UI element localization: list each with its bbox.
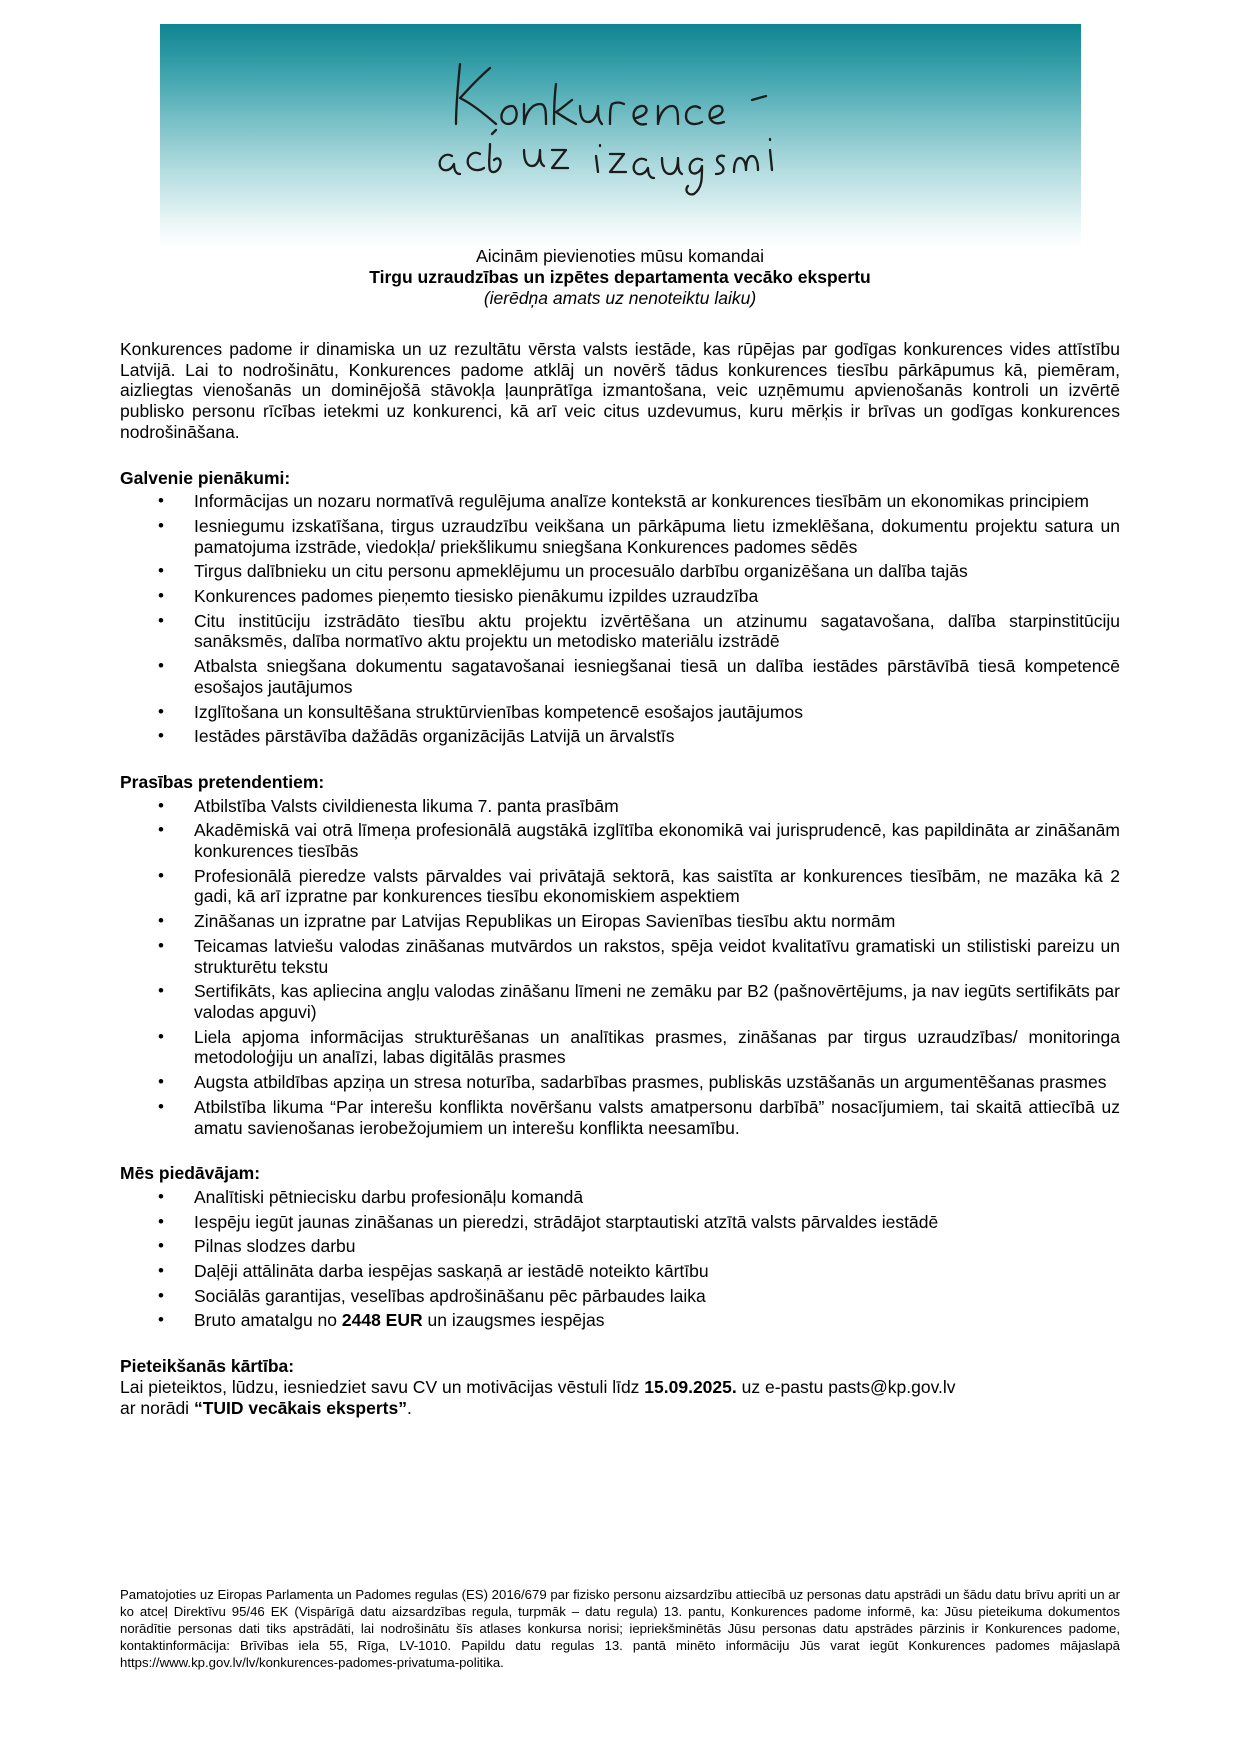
intro-paragraph: Konkurences padome ir dinamiska un uz rezultātu vērsta valsts iestāde, kas rūpējas par godīgas konkurences vides attīstību Latvijā. Lai to nodrošinātu, Konkurences padome atklāj un novērš tādus konkurences tiesību pārkāpumus kā, piemēram, aizliegtas vienošanās un dominējošā stāvokļa ļaunprātīga izmantošana, veic uzņēmumu apvienošanās kontroli un izvērtē publisko personu rīcības ietekmi uz konkurenci, kā arī veic citus uzdevumus, kuru mērķis ir brīvas un godīgas konkurences nodrošināšana.: [120, 339, 1120, 442]
list-item: • Liela apjoma informācijas strukturēšanas un analītikas prasmes, zināšanas par tirgus uzraudzības/ monitoringa metodoloģiju un analīzi, labas digitālās prasmes: [194, 1027, 1120, 1068]
list-item: • Zināšanas un izpratne par Latvijas Republikas un Eiropas Savienības tiesību aktu normām: [194, 911, 1120, 932]
salary-suffix: un izaugsmes iespējas: [422, 1310, 605, 1331]
duties-list: [120, 491, 1120, 747]
invitation-line: Aicinām pievienoties mūsu komandai: [476, 246, 764, 266]
apply-text: uz e-pastu: [736, 1376, 829, 1397]
list-item: • Citu institūciju izstrādāto tiesību aktu projektu izvērtēšana un atzinumu sagatavošana, dalība starpinstitūciju sanāksmēs, dalība normatīvo aktu projektu un metodisko materiālu izstrādē: [194, 611, 1120, 652]
position-note: (ierēdņa amats uz nenoteiktu laiku): [483, 288, 757, 308]
requirements-title: Prasības pretendentiem:: [120, 771, 325, 792]
list-item: • Analītiski pētniecisku darbu profesionāļu komandā: [194, 1187, 1120, 1208]
list-item: • Sociālās garantijas, veselības apdrošināšanu pēc pārbaudes laika: [194, 1286, 1120, 1307]
list-item: • Atbilstība Valsts civildienesta likuma 7. panta prasībām: [194, 796, 1120, 817]
list-item: • Iestādes pārstāvība dažādās organizācijās Latvijā un ārvalstīs: [194, 726, 1120, 747]
main-content: [120, 339, 1120, 1418]
list-item: • Atbalsta sniegšana dokumentu sagatavošanai iesniegšanai tiesā un dalība iestādes pārstāvībā tiesā kompetencē esošajos jautājumos: [194, 656, 1120, 697]
list-item-salary: [194, 1310, 1120, 1331]
apply-reference: “TUID vecākais eksperts”: [193, 1397, 407, 1418]
offer-list: [120, 1187, 1120, 1331]
apply-title: Pieteikšanās kārtība:: [120, 1356, 295, 1377]
list-item: • Profesionālā pieredze valsts pārvaldes vai privātajā sektorā, kas saistīta ar konkurences tiesībām, ne mazāka kā 2 gadi, kā arī izpratne par konkurences tiesību ekonomiskiem aspektiem: [194, 866, 1120, 907]
list-item: • Iespēju iegūt jaunas zināšanas un pieredzi, strādājot starptautiski atzītā valsts pārvaldes iestādē: [194, 1212, 1120, 1233]
handwritten-slogan: [160, 24, 1081, 246]
list-item: • Informācijas un nozaru normatīvā regulējuma analīze kontekstā ar konkurences tiesībām un ekonomikas principiem: [194, 491, 1120, 512]
apply-deadline: 15.09.2025.: [644, 1376, 737, 1397]
apply-text: ar norādi: [120, 1397, 194, 1418]
position-title: Tirgu uzraudzības un izpētes departamenta vecāko ekspertu: [369, 267, 871, 287]
list-item: • Tirgus dalībnieku un citu personu apmeklējumu un procesuālo darbību organizēšana un dalība tajās: [194, 561, 1120, 582]
offer-title: Mēs piedāvājam:: [120, 1163, 261, 1184]
apply-text: Lai pieteiktos, lūdzu, iesniedziet savu CV un motivācijas vēstuli līdz: [120, 1376, 645, 1397]
list-item: • Atbilstība likuma “Par interešu konflikta novēršanu valsts amatpersonu darbībā” nosacījumiem, tai skaitā attiecībā uz amatu savienošanas ierobežojumiem un interešu konflikta neesamību.: [194, 1097, 1120, 1138]
apply-text: .: [406, 1397, 412, 1418]
salary-amount: 2448 EUR: [341, 1310, 423, 1331]
list-item: • Iesniegumu izskatīšana, tirgus uzraudzību veikšana un pārkāpuma lietu izmeklēšana, dokumentu projektu satura un pamatojuma izstrāde, viedokļa/ priekšlikumu sniegšana Konkurences padomes sēdēs: [194, 516, 1120, 557]
requirements-list: [120, 796, 1120, 1139]
list-item: • Pilnas slodzes darbu: [194, 1236, 1120, 1257]
list-item: • Akadēmiskā vai otrā līmeņa profesionālā augstākā izglītība ekonomikā vai jurisprudencē, kas papildināta ar zināšanām konkurences tiesībās: [194, 820, 1120, 861]
list-item: • Daļēji attālināta darba iespējas saskaņā ar iestādē noteikto kārtību: [194, 1261, 1120, 1282]
salary-prefix: Bruto amatalgu no: [194, 1310, 342, 1331]
list-item: • Konkurences padomes pieņemto tiesisko pienākumu izpildes uzraudzība: [194, 586, 1120, 607]
apply-paragraph: [120, 1377, 1120, 1418]
gdpr-notice: Pamatojoties uz Eiropas Parlamenta un Padomes regulas (ES) 2016/679 par fizisko personu aizsardzību attiecībā uz personas datu apstrādi un šādu datu brīvu apriti un ar ko atceļ Direktīvu 95/46 EK (Vispārīgā datu aizsardzības regula, turpmāk – datu regula) 13. pantu, Konkurences padome informē, ka: Jūsu pieteikuma dokumentos norādītie personas dati tiks apstrādāti, lai nodrošinātu šīs atlases konkursa norisi; iepriekšminētās Jūsu personas datu apstrādes pārzinis ir Konkurences padome, kontaktinformācija: Brīvības iela 55, Rīga, LV-1010. Papildu datu regulas 13. pantā minēto informāciju Jūs varat iegūt Konkurences padomes mājaslapā https://www.kp.gov.lv/lv/konkurences-padomes-privatuma-politika.: [120, 1587, 1120, 1670]
email-link[interactable]: pasts@kp.gov.lv: [828, 1376, 956, 1397]
page-header: [120, 246, 1120, 309]
header-banner: [160, 24, 1081, 246]
list-item: • Augsta atbildības apziņa un stresa noturība, sadarbības prasmes, publiskās uzstāšanās un argumentēšanas prasmes: [194, 1072, 1120, 1093]
list-item: • Izglītošana un konsultēšana struktūrvienības kompetencē esošajos jautājumos: [194, 702, 1120, 723]
list-item: • Teicamas latviešu valodas zināšanas mutvārdos un rakstos, spēja veidot kvalitatīvu gramatiski un stilistiski pareizu un strukturētu tekstu: [194, 936, 1120, 977]
duties-title: Galvenie pienākumi:: [120, 467, 291, 488]
list-item: • Sertifikāts, kas apliecina angļu valodas zināšanu līmeni ne zemāku par B2 (pašnovērtējums, ja nav iegūts sertifikāts par valodas apguvi): [194, 981, 1120, 1022]
